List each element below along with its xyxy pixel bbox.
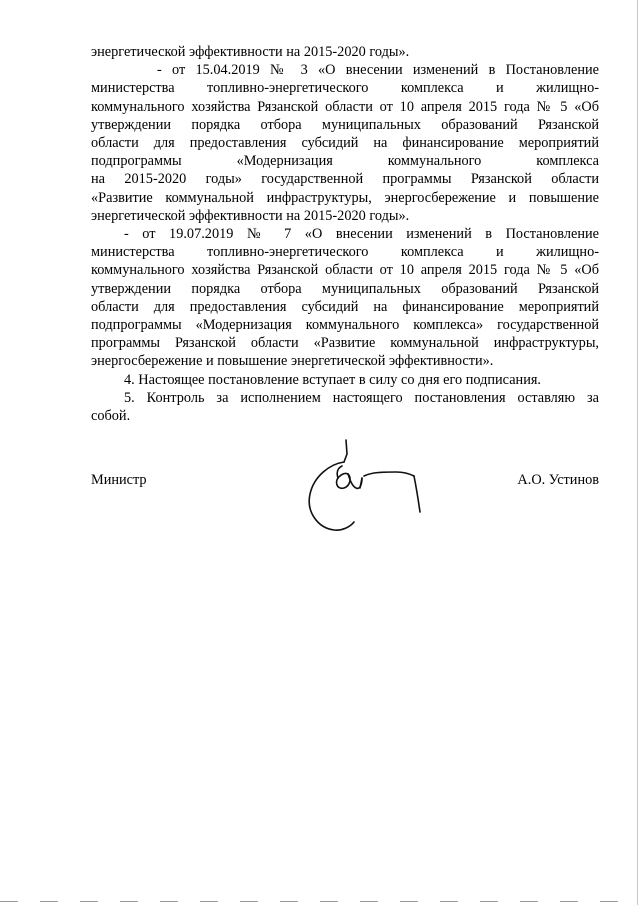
text-line: - от 15.04.2019 № 3 «О внесении изменений в Постановление	[157, 62, 599, 79]
signatory-name: А.О. Устинов	[517, 472, 599, 488]
text-line: программы Рязанской области «Развитие коммунальной инфраструктуры,	[91, 335, 599, 352]
scan-edge-bottom	[0, 901, 640, 902]
text-line: 5. Контроль за исполнением настоящего постановления оставляю за	[124, 389, 599, 406]
text-line: министерства топливно-энергетического комплекса и жилищно-	[91, 80, 599, 97]
document-body	[91, 43, 599, 425]
text-line: - от 19.07.2019 № 7 «О внесении изменений в Постановление	[124, 226, 599, 243]
signatory-role: Министр	[91, 472, 147, 488]
text-line: на 2015-2020 годы» государственной программы Рязанской области	[91, 171, 599, 188]
text-line: энергосбережение и повышение энергетической эффективности».	[91, 353, 494, 370]
text-line: подпрограммы «Модернизация коммунального комплекса	[91, 153, 599, 170]
text-line: коммунального хозяйства Рязанской области от 10 апреля 2015 года № 5 «Об	[91, 262, 599, 279]
text-line: собой.	[91, 408, 131, 425]
text-line: области для предоставления субсидий на финансирование мероприятий	[91, 298, 599, 315]
text-line: министерства топливно-энергетического комплекса и жилищно-	[91, 244, 599, 261]
text-line: утверждении порядка отбора муниципальных образований Рязанской	[91, 116, 599, 133]
scan-edge-right	[637, 0, 638, 905]
text-line: подпрограммы «Модернизация коммунального комплекса» государственной	[91, 317, 599, 334]
text-line: коммунального хозяйства Рязанской области от 10 апреля 2015 года № 5 «Об	[91, 98, 599, 115]
text-line: энергетической эффективности на 2015-2020 годы».	[91, 44, 410, 60]
text-line: области для предоставления субсидий на финансирование мероприятий	[91, 135, 599, 152]
handwritten-signature-icon	[300, 432, 430, 542]
text-line: 4. Настоящее постановление вступает в силу со дня его подписания.	[124, 371, 541, 388]
text-line: «Развитие коммунальной инфраструктуры, энергосбережение и повышение	[91, 189, 599, 206]
text-line: энергетической эффективности на 2015-2020 годы».	[91, 207, 410, 224]
text-line: утверждении порядка отбора муниципальных образований Рязанской	[91, 280, 599, 297]
